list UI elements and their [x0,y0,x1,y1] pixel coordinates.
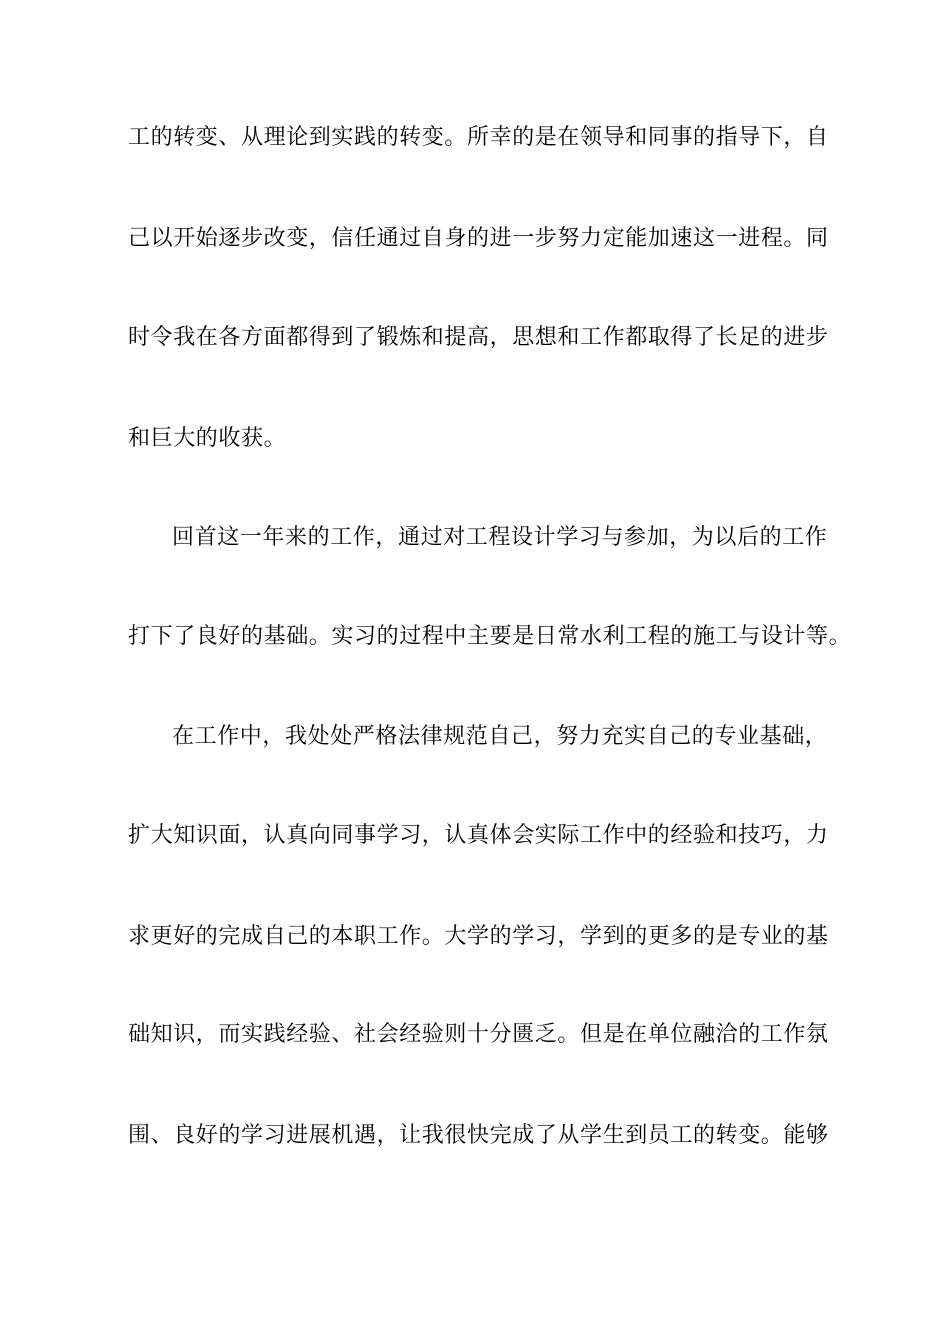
paragraph-first-line: 回首这一年来的工作，通过对工程设计学习与参加，为以后的工作 [172,525,828,550]
text-line: 己以开始逐步改变，信任通过自身的进一步努力定能加速这一进程。同 [128,226,829,251]
text-line: 求更好的完成自己的本职工作。大学的学习，学到的更多的是专业的基 [128,924,829,949]
text-line: 围、良好的学习进展机遇，让我很快完成了从学生到员工的转变。能够 [128,1123,829,1148]
text-line: 扩大知识面，认真向同事学习，认真体会实际工作中的经验和技巧，力 [128,823,829,848]
text-line: 打下了良好的基础。实习的过程中主要是日常水利工程的施工与设计等。 [128,624,852,649]
text-line: 和巨大的收获。 [128,426,287,451]
text-line: 工的转变、从理论到实践的转变。所幸的是在领导和同事的指导下，自 [128,125,829,150]
text-line: 时令我在各方面都得到了锻炼和提高，思想和工作都取得了长足的进步 [128,325,829,350]
text-line: 础知识，而实践经验、社会经验则十分匮乏。但是在单位融洽的工作氛 [128,1022,829,1047]
paragraph-first-line: 在工作中，我处处严格法律规范自己，努力充实自己的专业基础， [172,724,828,749]
